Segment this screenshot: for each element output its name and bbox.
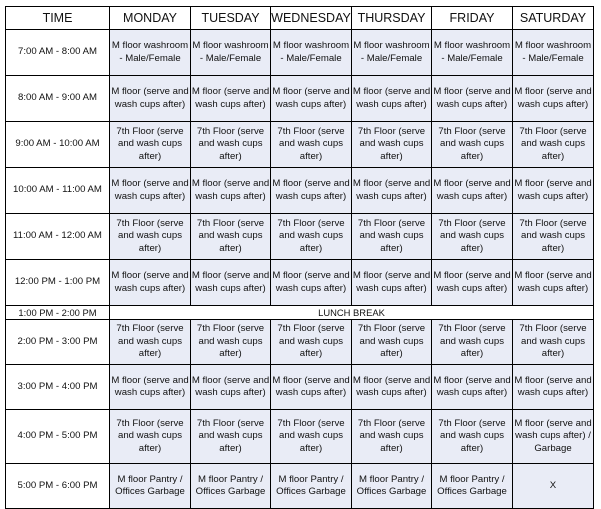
task-cell: 7th Floor (serve and wash cups after) (191, 410, 271, 464)
lunch-row (6, 306, 594, 320)
task-cell: 7th Floor (serve and wash cups after) (432, 320, 513, 365)
task-cell: 7th Floor (serve and wash cups after) (271, 410, 352, 464)
task-cell: M floor (serve and wash cups after) (110, 365, 191, 410)
table-row (6, 214, 594, 260)
task-cell: 7th Floor (serve and wash cups after) (352, 214, 432, 260)
task-cell: 7th Floor (serve and wash cups after) (432, 410, 513, 464)
time-cell: 10:00 AM - 11:00 AM (6, 168, 110, 214)
time-cell: 3:00 PM - 4:00 PM (6, 365, 110, 410)
task-cell: 7th Floor (serve and wash cups after) (513, 214, 594, 260)
task-cell: M floor washroom - Male/Female (432, 30, 513, 76)
time-cell: 5:00 PM - 6:00 PM (6, 464, 110, 509)
task-cell: 7th Floor (serve and wash cups after) (352, 122, 432, 168)
task-cell: 7th Floor (serve and wash cups after) (110, 410, 191, 464)
task-cell: 7th Floor (serve and wash cups after) (191, 320, 271, 365)
task-cell: M floor washroom - Male/Female (271, 30, 352, 76)
task-cell: M floor Pantry / Offices Garbage (110, 464, 191, 509)
task-cell: M floor (serve and wash cups after) (352, 260, 432, 306)
task-cell: 7th Floor (serve and wash cups after) (352, 320, 432, 365)
header-time: TIME (6, 7, 110, 30)
task-cell: M floor washroom - Male/Female (513, 30, 594, 76)
time-cell: 11:00 AM - 12:00 AM (6, 214, 110, 260)
schedule-sheet (5, 6, 594, 509)
task-cell: X (513, 464, 594, 509)
task-cell: M floor (serve and wash cups after) (352, 365, 432, 410)
time-cell: 7:00 AM - 8:00 AM (6, 30, 110, 76)
header-monday: MONDAY (110, 7, 191, 30)
task-cell: M floor Pantry / Offices Garbage (432, 464, 513, 509)
task-cell: M floor Pantry / Offices Garbage (352, 464, 432, 509)
task-cell: 7th Floor (serve and wash cups after) (352, 410, 432, 464)
task-cell: M floor (serve and wash cups after) (432, 168, 513, 214)
task-cell: M floor (serve and wash cups after) (432, 260, 513, 306)
task-cell: 7th Floor (serve and wash cups after) (110, 214, 191, 260)
header-row (6, 7, 594, 30)
task-cell: 7th Floor (serve and wash cups after) (432, 122, 513, 168)
task-cell: 7th Floor (serve and wash cups after) (271, 214, 352, 260)
table-row (6, 30, 594, 76)
time-cell: 4:00 PM - 5:00 PM (6, 410, 110, 464)
cleaning-schedule-table (5, 6, 594, 509)
task-cell: 7th Floor (serve and wash cups after) (513, 320, 594, 365)
table-row (6, 365, 594, 410)
task-cell: M floor (serve and wash cups after) (271, 76, 352, 122)
task-cell: 7th Floor (serve and wash cups after) (191, 214, 271, 260)
task-cell: M floor (serve and wash cups after) (513, 365, 594, 410)
table-row (6, 168, 594, 214)
table-row (6, 76, 594, 122)
time-cell: 12:00 PM - 1:00 PM (6, 260, 110, 306)
task-cell: 7th Floor (serve and wash cups after) (271, 122, 352, 168)
header-friday: FRIDAY (432, 7, 513, 30)
task-cell: 7th Floor (serve and wash cups after) (110, 122, 191, 168)
time-cell: 8:00 AM - 9:00 AM (6, 76, 110, 122)
time-cell: 9:00 AM - 10:00 AM (6, 122, 110, 168)
task-cell: M floor (serve and wash cups after) (271, 168, 352, 214)
task-cell: M floor washroom - Male/Female (110, 30, 191, 76)
task-cell: M floor (serve and wash cups after) (110, 260, 191, 306)
task-cell: M floor (serve and wash cups after) (352, 76, 432, 122)
table-row (6, 260, 594, 306)
task-cell: M floor (serve and wash cups after) (271, 260, 352, 306)
table-row (6, 410, 594, 464)
task-cell: 7th Floor (serve and wash cups after) (271, 320, 352, 365)
task-cell: M floor Pantry / Offices Garbage (271, 464, 352, 509)
time-cell: 2:00 PM - 3:00 PM (6, 320, 110, 365)
task-cell: M floor (serve and wash cups after) (110, 168, 191, 214)
task-cell: M floor (serve and wash cups after) (432, 365, 513, 410)
task-cell: M floor (serve and wash cups after) (432, 76, 513, 122)
lunch-break-cell: LUNCH BREAK (110, 306, 594, 320)
task-cell: M floor (serve and wash cups after) (191, 168, 271, 214)
task-cell: M floor (serve and wash cups after) (513, 76, 594, 122)
task-cell: M floor (serve and wash cups after) (191, 260, 271, 306)
task-cell: M floor washroom - Male/Female (352, 30, 432, 76)
task-cell: 7th Floor (serve and wash cups after) (513, 122, 594, 168)
task-cell: M floor washroom - Male/Female (191, 30, 271, 76)
task-cell: M floor (serve and wash cups after) (513, 168, 594, 214)
table-row (6, 320, 594, 365)
task-cell: 7th Floor (serve and wash cups after) (191, 122, 271, 168)
task-cell: M floor Pantry / Offices Garbage (191, 464, 271, 509)
task-cell: M floor (serve and wash cups after) (191, 365, 271, 410)
task-cell: M floor (serve and wash cups after) (352, 168, 432, 214)
task-cell: M floor (serve and wash cups after) (191, 76, 271, 122)
table-row (6, 122, 594, 168)
task-cell: M floor (serve and wash cups after) (513, 260, 594, 306)
header-thursday: THURSDAY (352, 7, 432, 30)
header-wednesday: WEDNESDAY (271, 7, 352, 30)
task-cell: M floor (serve and wash cups after) (110, 76, 191, 122)
header-saturday: SATURDAY (513, 7, 594, 30)
task-cell: M floor (serve and wash cups after) (271, 365, 352, 410)
task-cell: 7th Floor (serve and wash cups after) (432, 214, 513, 260)
time-cell: 1:00 PM - 2:00 PM (6, 306, 110, 320)
task-cell: 7th Floor (serve and wash cups after) (110, 320, 191, 365)
task-cell: M floor (serve and wash cups after) / Garbage (513, 410, 594, 464)
header-tuesday: TUESDAY (191, 7, 271, 30)
table-row (6, 464, 594, 509)
